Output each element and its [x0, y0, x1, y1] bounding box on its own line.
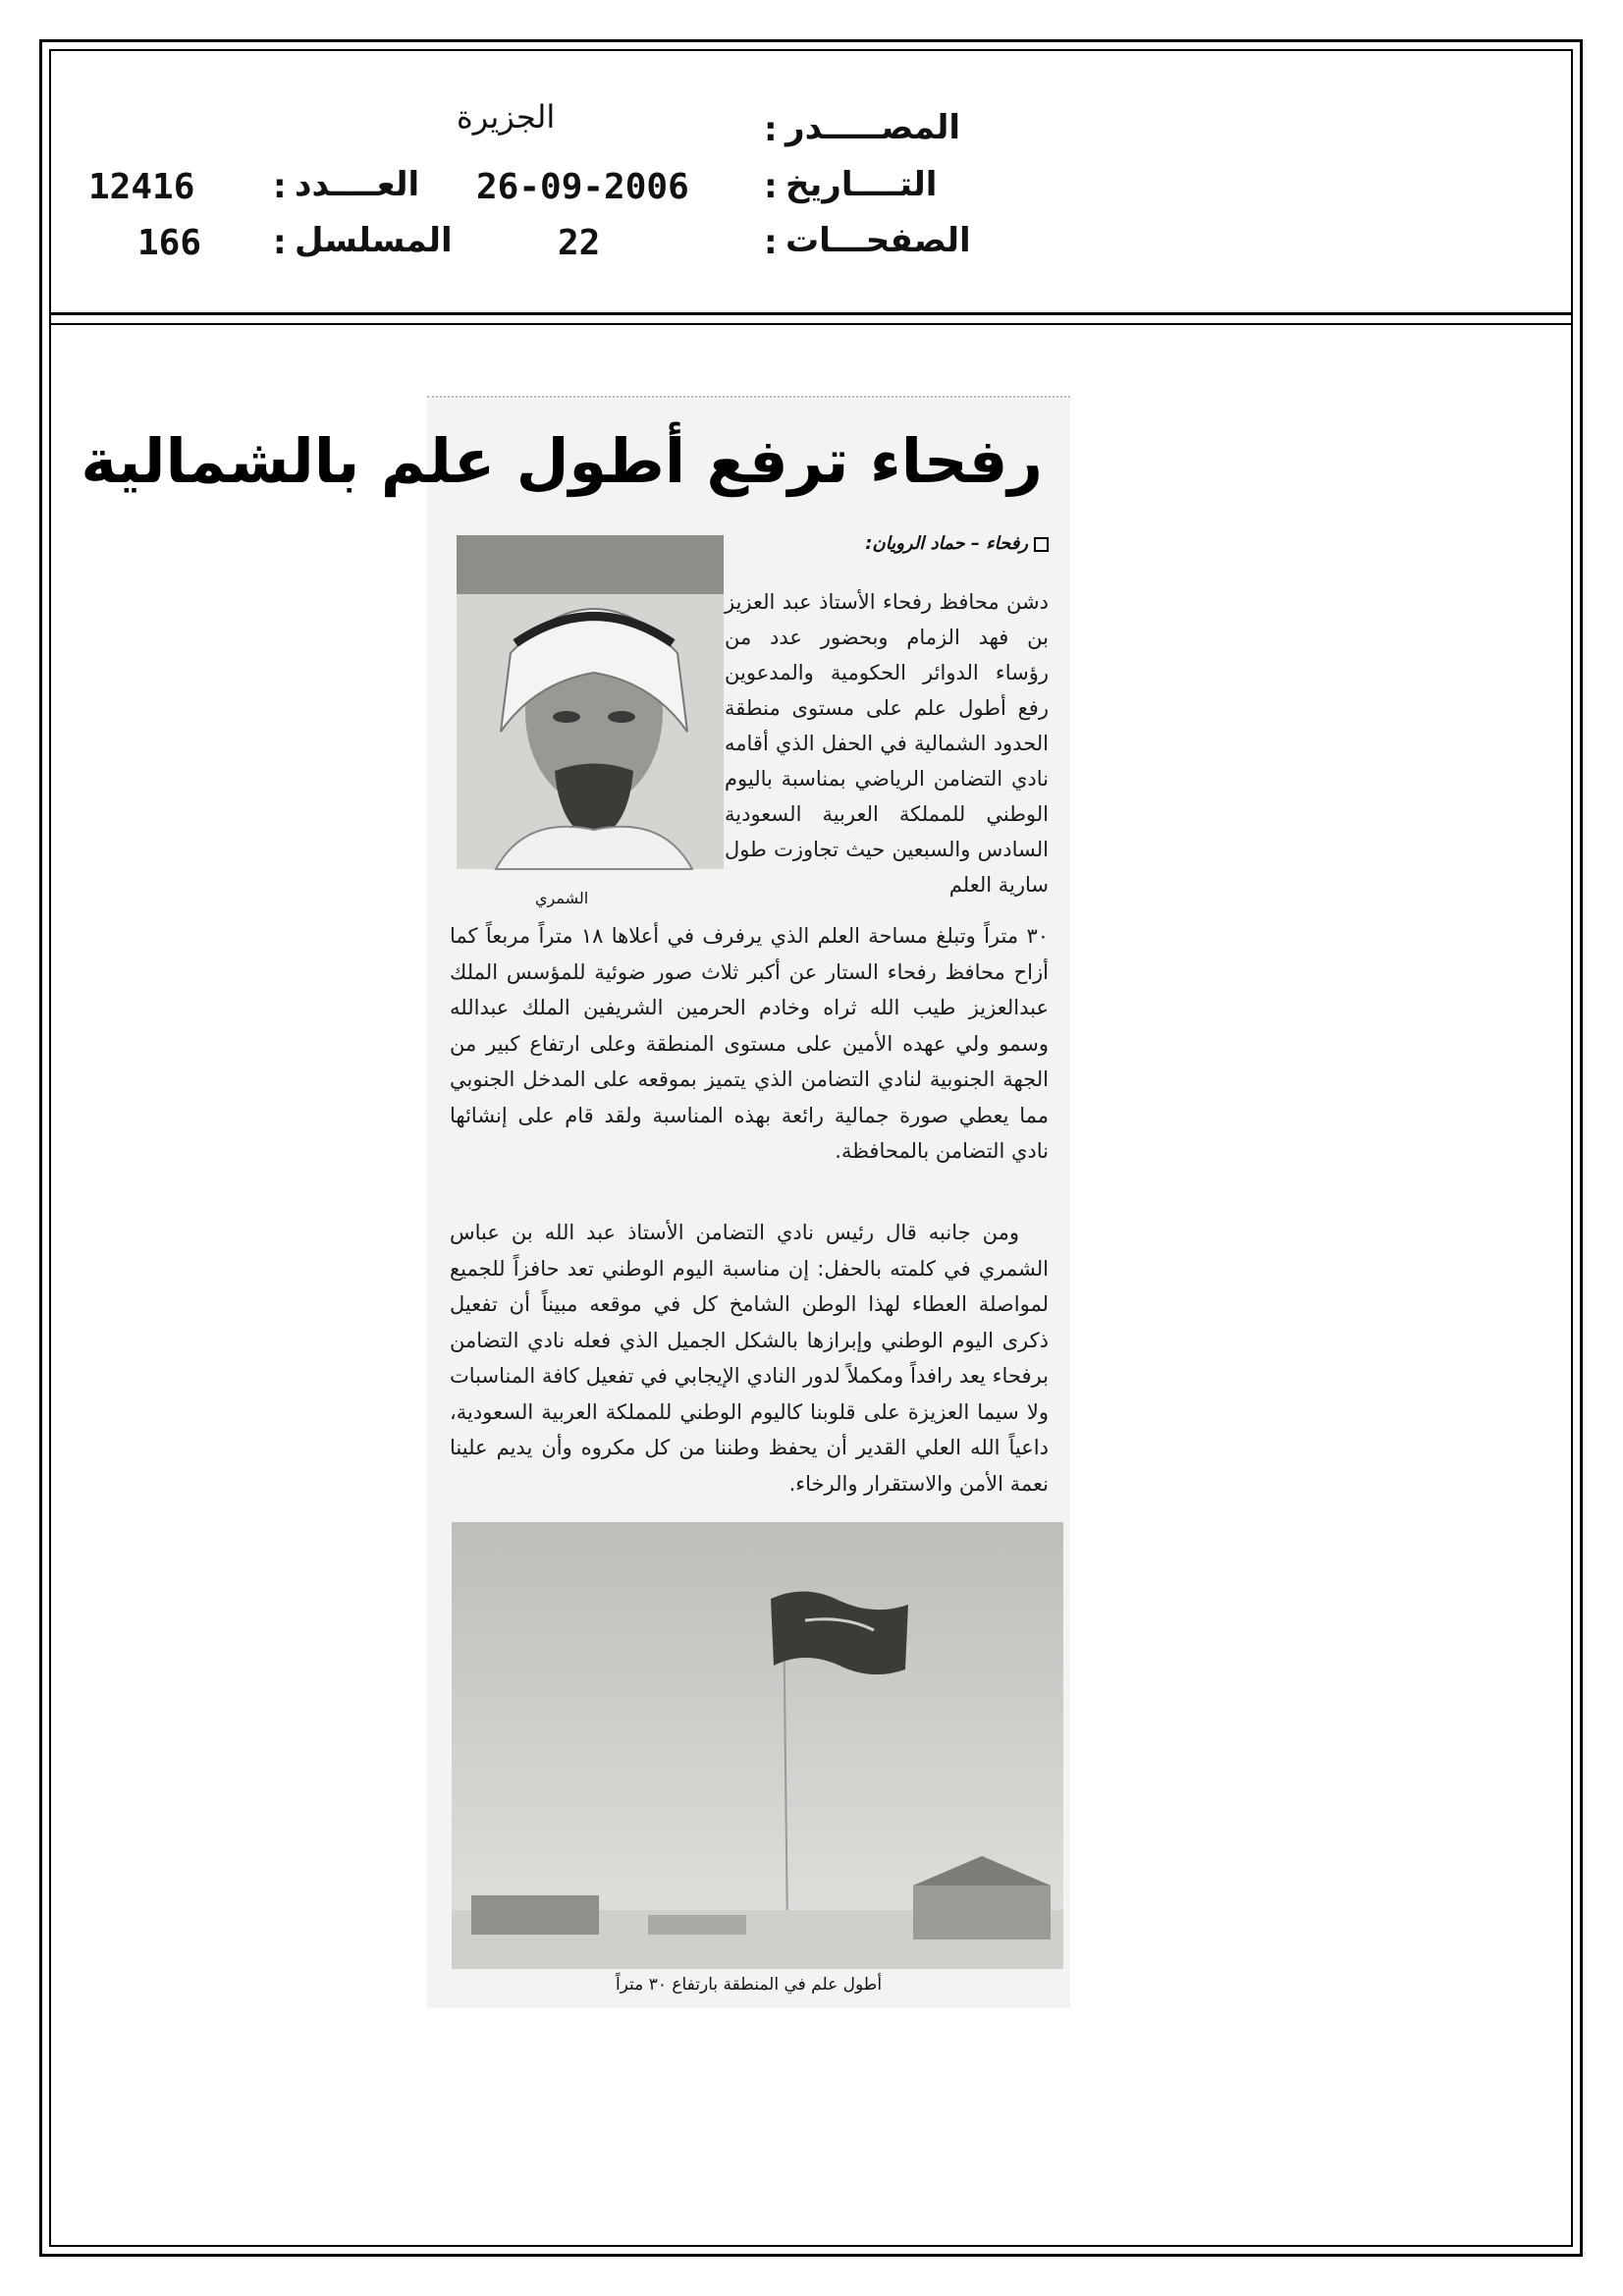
- source-label: المصـــــدر: [785, 108, 961, 147]
- flag-image: [452, 1522, 1063, 1969]
- serial-value: 166: [137, 223, 202, 263]
- article-byline: [865, 533, 1049, 554]
- flag-photo-caption: أطول علم في المنطقة بارتفاع ٣٠ متراً: [615, 1975, 883, 1995]
- article-paragraph-1: دشن محافظ رفحاء الأستاذ عبد العزيز بن فهد الزمام وبحضور عدد من رؤساء الدوائر الحكومية والمدعوين رفع أطول علم على مستوى منطقة الحدود الشمالية في الحفل الذي أقامه نادي التضامن الرياضي بمناسبة باليوم الوطني للمملكة العربية السعودية السادس والسبعين حيث تجاوزت طول سارية العلم: [725, 590, 1049, 897]
- header-divider-double: [49, 323, 1573, 325]
- serial-label: المسلسل: [295, 221, 453, 260]
- date-value: 26-09-2006: [476, 167, 689, 207]
- issue-colon: :: [273, 167, 287, 206]
- portrait-photo: [457, 535, 724, 869]
- source-colon: :: [764, 110, 778, 149]
- serial-colon: :: [273, 223, 287, 262]
- pages-label: الصفحـــات: [785, 221, 971, 260]
- flag-photo: [452, 1522, 1063, 1969]
- portrait-caption: الشمري: [535, 889, 589, 907]
- byline-square-icon: [1034, 537, 1049, 552]
- byline-text: رفحاء – حماد الرويان:: [865, 533, 1028, 554]
- pages-value: 22: [558, 223, 601, 263]
- article-paragraph-3: ومن جانبه قال رئيس نادي التضامن الأستاذ عبد الله بن عباس الشمري في كلمته بالحفل: إن مناسبة اليوم الوطني تعد حافزاً للجميع لمواصلة العطاء لهذا الوطن الشامخ كل في موقعه مبيناً أن تفعيل ذكرى اليوم الوطني وإبرازها بالشكل الجميل الذي فعله نادي التضامن برفحاء يعد رافداً ومكملاً لدور النادي الإيجابي في تفعيل كافة المناسبات ولا سيما العزيزة على قلوبنا كاليوم الوطني للمملكة العربية السعودية، داعياً الله العلي القدير أن يحفظ وطننا من كل مكروه وأن يديم علينا نعمة الأمن والاستقرار والرخاء.: [450, 1221, 1049, 1496]
- issue-value: 12416: [88, 167, 195, 207]
- date-label: التــــاريخ: [785, 165, 938, 204]
- date-colon: :: [764, 167, 778, 206]
- portrait-image: [457, 535, 724, 869]
- newspaper-clipping: [81, 396, 1070, 2008]
- source-value: الجزيرة: [457, 98, 556, 136]
- pages-colon: :: [764, 223, 778, 262]
- issue-label: العــــدد: [295, 165, 420, 204]
- article-paragraph-2: ٣٠ متراً وتبلغ مساحة العلم الذي يرفرف في أعلاها ١٨ متراً مربعاً كما أزاح محافظ رفحاء الستار عن أكبر ثلاث صور ضوئية للمؤسس الملك عبدالعزيز طيب الله ثراه وخادم الحرمين الشريفين الملك عبدالله وسمو ولي عهده الأمين على مستوى المنطقة وعلى ارتفاع كبير من الجهة الجنوبية لنادي التضامن الذي يتميز بموقعه على المدخل الجنوبي مما يعطي صورة جمالية رائعة بهذه المناسبة ولقد قام على إنشائها نادي التضامن بالمحافظة.: [450, 924, 1049, 1163]
- article-headline: رفحاء ترفع أطول علم بالشمالية: [81, 425, 1043, 497]
- header-divider: [49, 312, 1573, 315]
